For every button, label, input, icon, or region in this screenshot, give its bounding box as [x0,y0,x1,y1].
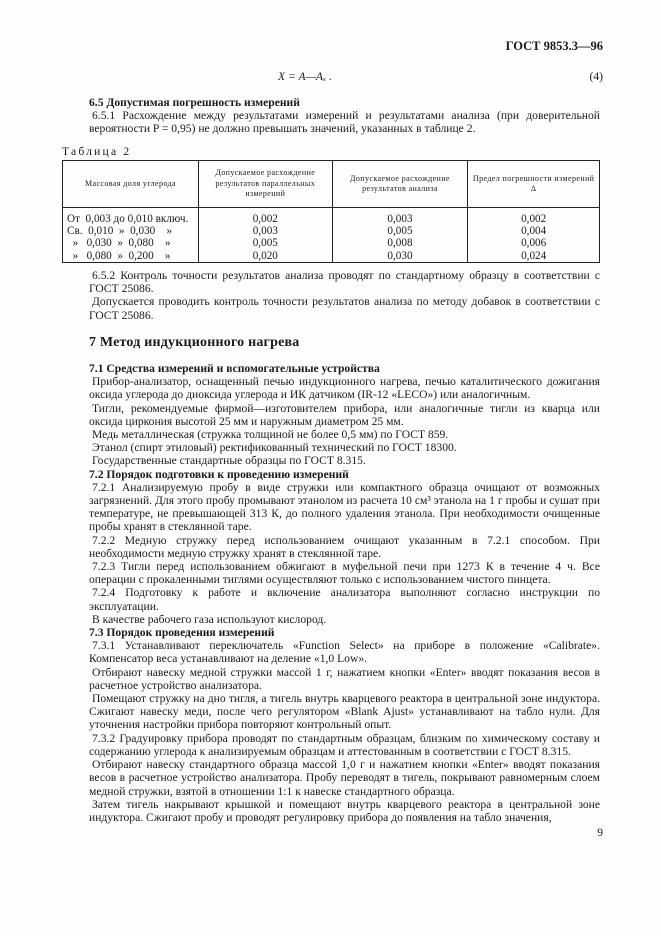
paragraph: Отбирают навеску медной стружки массой 1 г, нажатием кнопки «Enter» вводят показания весов в расчетное устройство анализатора. [89,665,600,692]
table-cell: 0,030 [332,250,468,263]
table-header-row [63,161,600,208]
paragraph: 6.5.1 Расхождение между результатами измерений и результатами анализа (при доверительной вероятности P = 0,95) не должно превышать значений, указанных в таблице 2. [89,109,600,136]
formula-number: (4) [589,70,603,83]
paragraph: Помещают стружку на дно тигля, а тигель внутрь кварцевого реактора в центральной зоне индуктора. Сжигают навеску меди, после чего регулятором «Blank Ajust» устанавливают на табло нули. Для уточнения настройки прибора повторяют контрольный опыт. [89,692,600,732]
table-row [63,225,600,237]
paragraph: Тигли, рекомендуемые фирмой—изготовителем прибора, или аналогичные тигли из кварца или оксида циркония высотой 25 мм и наружным диаметром 25 мм. [89,401,600,428]
paragraph: 7.2.2 Медную стружку перед использованием очищают указанным в 7.2.1 способом. При необходимости медную стружку хранят в стеклянной таре. [89,533,600,560]
document-header: ГОСТ 9853.3—96 [505,39,603,53]
paragraph: 7.2.3 Тигли перед использованием обжигают в муфельной печи при 1273 К в течение 4 ч. Все операции с прокаленными тиглями осуществляют только с использованием чистого пинцета. [89,560,600,587]
table-cell-range: От 0,003 до 0,010 включ. [63,208,199,226]
section-6-5-2 [89,269,600,322]
table-header-cell: Предел погрешности измерений Δ [468,161,600,208]
formula-line [0,70,661,86]
paragraph: В качестве рабочего газа используют кислород. [92,612,327,626]
table-cell: 0,005 [198,237,332,249]
section-7-body [89,362,600,824]
formula-expression: X = A—Aₓ . [278,70,333,83]
section-heading: 6.5 Допустимая погрешность измерений [89,96,300,109]
table-cell: 0,006 [468,237,600,249]
section-heading: 7.1 Средства измерений и вспомогательные устройства [89,362,380,375]
table-row [63,208,600,226]
paragraph: 7.2.1 Анализируемую пробу в виде стружки или компактного образца очищают от возможных загрязнений. Для этого пробу промывают этанолом из расчета 10 см³ этанола на 1 г пробы и сушат при температуре, не превышающей 313 К, до полного удаления этанола. При необходимости очищенные пробы хранят в стеклянной таре. [89,480,600,534]
table-cell: 0,008 [332,237,468,249]
section-7-heading: 7 Метод индукционного нагрева [89,335,300,350]
page-number: 9 [597,826,603,839]
table-row [63,250,600,263]
paragraph: Допускается проводить контроль точности результатов анализа по методу добавок в соответствии с ГОСТ 25086. [89,295,600,322]
table-cell-range: » 0,080 » 0,200 » [63,250,199,263]
table-row [63,237,600,249]
table-header-cell: Массовая доля углерода [63,161,199,208]
table-caption: Таблица 2 [62,145,132,158]
section-heading: 7.2 Порядок подготовки к проведению измерений [89,467,349,481]
paragraph: Медь металлическая (стружка толщиной не более 0,5 мм) по ГОСТ 859. [92,428,449,442]
section-6-5 [89,96,600,136]
paragraph: Отбирают навеску стандартного образца массой 1,0 г и нажатием кнопки «Enter» вводят показания весов в расчетное устройство анализатора. Пробу переводят в тигель, покрывают равномерным слоем медной стружки, взятой в отношении 1:1 к навеске стандартного образца. [89,758,600,798]
section-heading: 7.3 Порядок проведения измерений [89,626,275,640]
table-cell: 0,005 [332,225,468,237]
table-cell: 0,003 [332,208,468,226]
table-cell-range: Св. 0,010 » 0,030 » [63,225,199,237]
paragraph: 7.3.1 Устанавливают переключатель «Function Select» на приборе в положение «Calibrate». Компенсатор веса устанавливают на деление «1,0 Low». [89,639,600,666]
paragraph: Этанол (спирт этиловый) ректификованный технический по ГОСТ 18300. [92,441,457,455]
table-header-cell: Допускаемое расхождение результатов параллельных измерений [198,161,332,208]
table-cell: 0,020 [198,250,332,263]
paragraph: Затем тигель накрывают крышкой и помещают внутрь кварцевого реактора в центральной зоне индуктора. Сжигают пробу и проводят регулировку прибора до появления на табло значения, [89,797,600,824]
paragraph: 6.5.2 Контроль точности результатов анализа проводят по стандартному образцу в соответствии с ГОСТ 25086. [89,269,600,296]
table-cell-range: » 0,030 » 0,080 » [63,237,199,249]
table-cell: 0,024 [468,250,600,263]
table-cell: 0,002 [468,208,600,226]
paragraph: Государственные стандартные образцы по ГОСТ 8.315. [92,454,366,468]
paragraph: 7.3.2 Градуировку прибора проводят по стандартным образцам, близким по химическому составу и содержанию углерода к анализируемым образцам и аттестованным в соответствии с ГОСТ 8.315. [89,731,600,758]
paragraph: Прибор-анализатор, оснащенный печью индукционного нагрева, печью каталитического дожигания оксида углерода до диоксида углерода и ИК датчиком (IR-12 «LECO») или аналогичным. [89,375,600,402]
table-cell: 0,004 [468,225,600,237]
table-header-cell: Допускаемое расхождение результатов анализа [332,161,468,208]
table-cell: 0,003 [198,225,332,237]
paragraph: 7.2.4 Подготовку к работе и включение анализатора выполняют согласно инструкции по эксплуатации. [89,586,600,613]
table-2 [62,160,600,263]
table-cell: 0,002 [198,208,332,226]
